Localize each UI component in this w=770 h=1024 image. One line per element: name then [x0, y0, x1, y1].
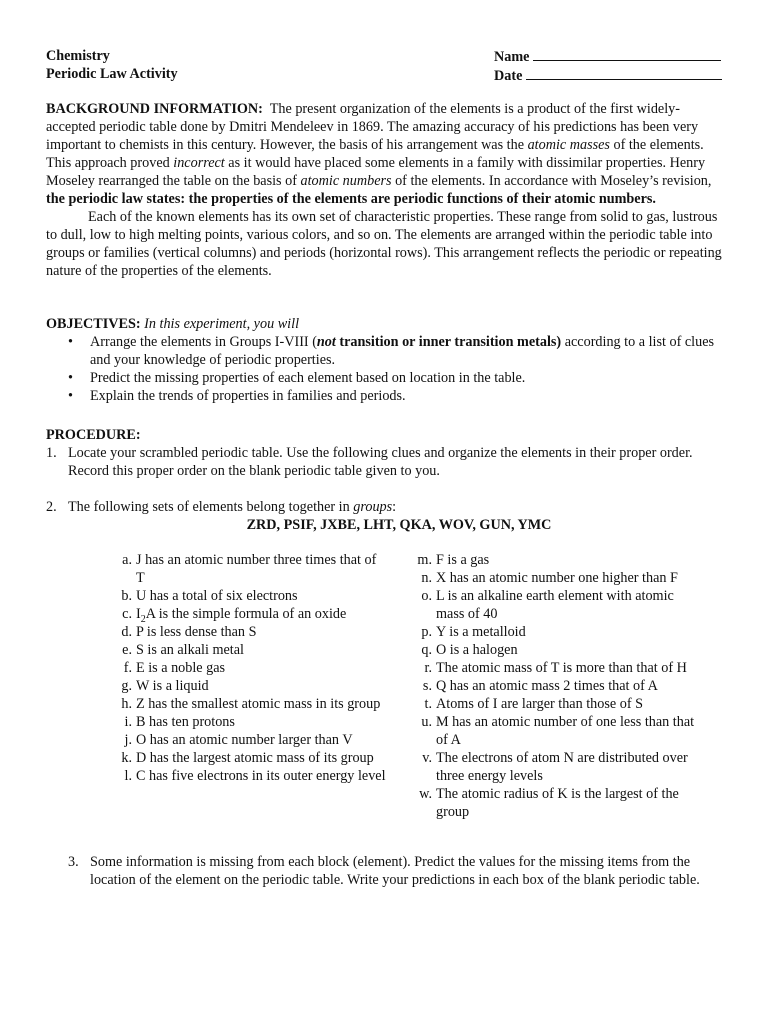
clue-item [414, 587, 704, 623]
name-field[interactable] [533, 47, 721, 61]
clue-letter: m. [417, 552, 432, 568]
clue-item [114, 677, 386, 695]
clue-letter: w. [419, 786, 432, 802]
procedure-step-1 [46, 444, 726, 480]
clues-right-column [414, 551, 704, 821]
clue-item [114, 749, 386, 767]
clue-text: P is less dense than S [136, 624, 257, 640]
clue-text: L is an alkaline earth element with atomic mass of 40 [436, 588, 674, 622]
clue-letter: o. [421, 588, 432, 604]
bg-text: as it would have placed some elements in a family with dissimilar properties. Henry Moseley rearranged the table on the basis of [46, 155, 706, 189]
header-right [494, 47, 722, 85]
clue-letter: e. [122, 642, 132, 658]
clue-item [414, 551, 704, 569]
clue-text: S is an alkali metal [136, 642, 244, 658]
element-groups: ZRD, PSIF, JXBE, LHT, QKA, WOV, GUN, YMC [246, 517, 552, 533]
objective-item [46, 333, 726, 369]
clue-letter: q. [421, 642, 432, 658]
clue-letter: t. [424, 696, 432, 712]
objectives-heading: OBJECTIVES: [46, 316, 141, 332]
clue-text: F is a gas [436, 552, 490, 568]
clue-item [414, 677, 704, 695]
step-text: Locate your scrambled periodic table. Use the following clues and organize the elements in their proper order. Record this proper order on the blank periodic table given to you. [68, 445, 693, 479]
objectives-intro: In this experiment, you will [144, 316, 300, 332]
clue-letter: b. [121, 588, 132, 604]
clue-text: J has an atomic number three times that of T [136, 552, 377, 586]
clue-text: Y is a metalloid [436, 624, 526, 640]
background-section [46, 100, 726, 280]
objective-item: • Explain the trends of properties in families and periods. [46, 387, 726, 405]
clues-left-column [114, 551, 386, 785]
objective-emphasis: not [316, 334, 336, 350]
step-number: 2. [46, 499, 57, 515]
clue-item [114, 767, 386, 785]
date-field[interactable] [526, 66, 722, 80]
clue-item [414, 695, 704, 713]
clue-item [114, 713, 386, 731]
header [46, 47, 726, 85]
clue-letter: c. [122, 606, 132, 622]
clue-text: B has ten protons [136, 714, 235, 730]
clue-item [114, 641, 386, 659]
clue-text: U has a total of six electrons [136, 588, 298, 604]
clue-item [114, 659, 386, 677]
clue-text: Z has the smallest atomic mass in its group [136, 696, 381, 712]
step-number: 1. [46, 445, 57, 461]
clue-text: The atomic radius of K is the largest of the group [436, 786, 679, 820]
clue-text: W is a liquid [136, 678, 209, 694]
clue-letter: i. [124, 714, 132, 730]
clue-letter: f. [123, 660, 132, 676]
bg-text: The present organization of the elements is a product of the first widely-accepted periodic table done by Dmitri Mendeleev in 1869. The amazing accuracy of his predictions has been very important to chemists in this century. However, the basis of his arrangement was the [46, 101, 699, 153]
procedure-step-3 [68, 853, 730, 889]
step-text: : [392, 499, 397, 515]
name-label: Name [494, 49, 530, 65]
clue-item [414, 569, 704, 587]
clue-text [136, 606, 347, 625]
clue-subscript: 2 [140, 613, 146, 625]
clue-item [114, 587, 386, 605]
clue-item [114, 695, 386, 713]
clue-letter: a. [122, 552, 132, 568]
clue-letter: u. [421, 714, 432, 730]
clue-letter: j. [124, 732, 132, 748]
background-paragraph-1 [46, 100, 726, 208]
periodic-law-statement: the periodic law states: the properties of the elements are periodic functions of their atomic numbers. [46, 191, 656, 207]
clue-item [414, 641, 704, 659]
clue-item [414, 623, 704, 641]
background-paragraph-2: Each of the known elements has its own set of characteristic properties. These range from solid to gas, lustrous to dull, low to high melting points, various colors, and so on. The elements are arranged within the periodic table into groups or families (vertical columns) and periods (horizontal rows). This arrangement reflects the periodic or repeating nature of the properties of the elements. [46, 209, 722, 279]
objective-item: • Predict the missing properties of each element based on location in the table. [46, 369, 726, 387]
activity-title: Periodic Law Activity [46, 66, 178, 82]
clue-letter: n. [421, 570, 432, 586]
clue-text: E is a noble gas [136, 660, 226, 676]
clue-item [114, 551, 386, 587]
clue-text: M has an atomic number of one less than that of A [436, 714, 695, 748]
bg-text: of the elements. In accordance with Moseley’s revision, [391, 173, 712, 189]
clue-letter: v. [422, 750, 432, 766]
procedure-heading: PROCEDURE: [46, 427, 141, 443]
clue-letter: p. [421, 624, 432, 640]
clue-letter: k. [121, 750, 132, 766]
clue-text-part: I [136, 606, 141, 622]
date-label: Date [494, 68, 523, 84]
header-left [46, 47, 178, 83]
objectives-list [46, 333, 726, 405]
clue-letter: s. [422, 678, 432, 694]
clue-letter: h. [121, 696, 132, 712]
bg-italic: atomic masses [527, 137, 610, 153]
clue-item [414, 713, 704, 749]
clue-text: O has an atomic number larger than V [136, 732, 353, 748]
clue-text: C has five electrons in its outer energy level [136, 768, 386, 784]
bg-text: of the elements. This approach proved [46, 137, 704, 171]
subject-title: Chemistry [46, 48, 110, 64]
clue-letter: g. [121, 678, 132, 694]
clue-letter: l. [124, 768, 132, 784]
step-number: 3. [68, 854, 79, 870]
procedure-step-2 [46, 498, 726, 516]
clue-item [414, 749, 704, 785]
clue-text: The atomic mass of T is more than that of H [436, 660, 687, 676]
clue-item [414, 785, 704, 821]
objectives-section [46, 315, 726, 405]
background-heading: BACKGROUND INFORMATION: [46, 101, 263, 117]
objective-bold: transition or inner transition metals) [335, 334, 562, 350]
bg-italic: incorrect [173, 155, 225, 171]
clue-text-part: A is the simple formula of an oxide [145, 606, 347, 622]
clue-letter: r. [424, 660, 432, 676]
bg-italic: atomic numbers [300, 173, 392, 189]
clue-text: X has an atomic number one higher than F [436, 570, 678, 586]
step-text: The following sets of elements belong together in [68, 499, 354, 515]
objective-text: according to a list of clues and your knowledge of periodic properties. [90, 334, 715, 368]
clue-text: D has the largest atomic mass of its group [136, 750, 374, 766]
clue-item [114, 731, 386, 749]
objective-text: Arrange the elements in Groups I-VIII ( [90, 334, 317, 350]
clue-text: O is a halogen [436, 642, 518, 658]
clue-text: The electrons of atom N are distributed over three energy levels [436, 750, 688, 784]
clue-text: Atoms of I are larger than those of S [436, 696, 643, 712]
clue-item [114, 605, 386, 623]
step-italic: groups [353, 499, 393, 515]
clue-letter: d. [121, 624, 132, 640]
clue-item [114, 623, 386, 641]
clue-item [414, 659, 704, 677]
procedure-section [46, 426, 726, 534]
clue-text: Q has an atomic mass 2 times that of A [436, 678, 658, 694]
step-text: Some information is missing from each block (element). Predict the values for the missing items from the location of the element on the periodic table. Write your predictions in each box of the blank periodic table. [90, 854, 700, 888]
